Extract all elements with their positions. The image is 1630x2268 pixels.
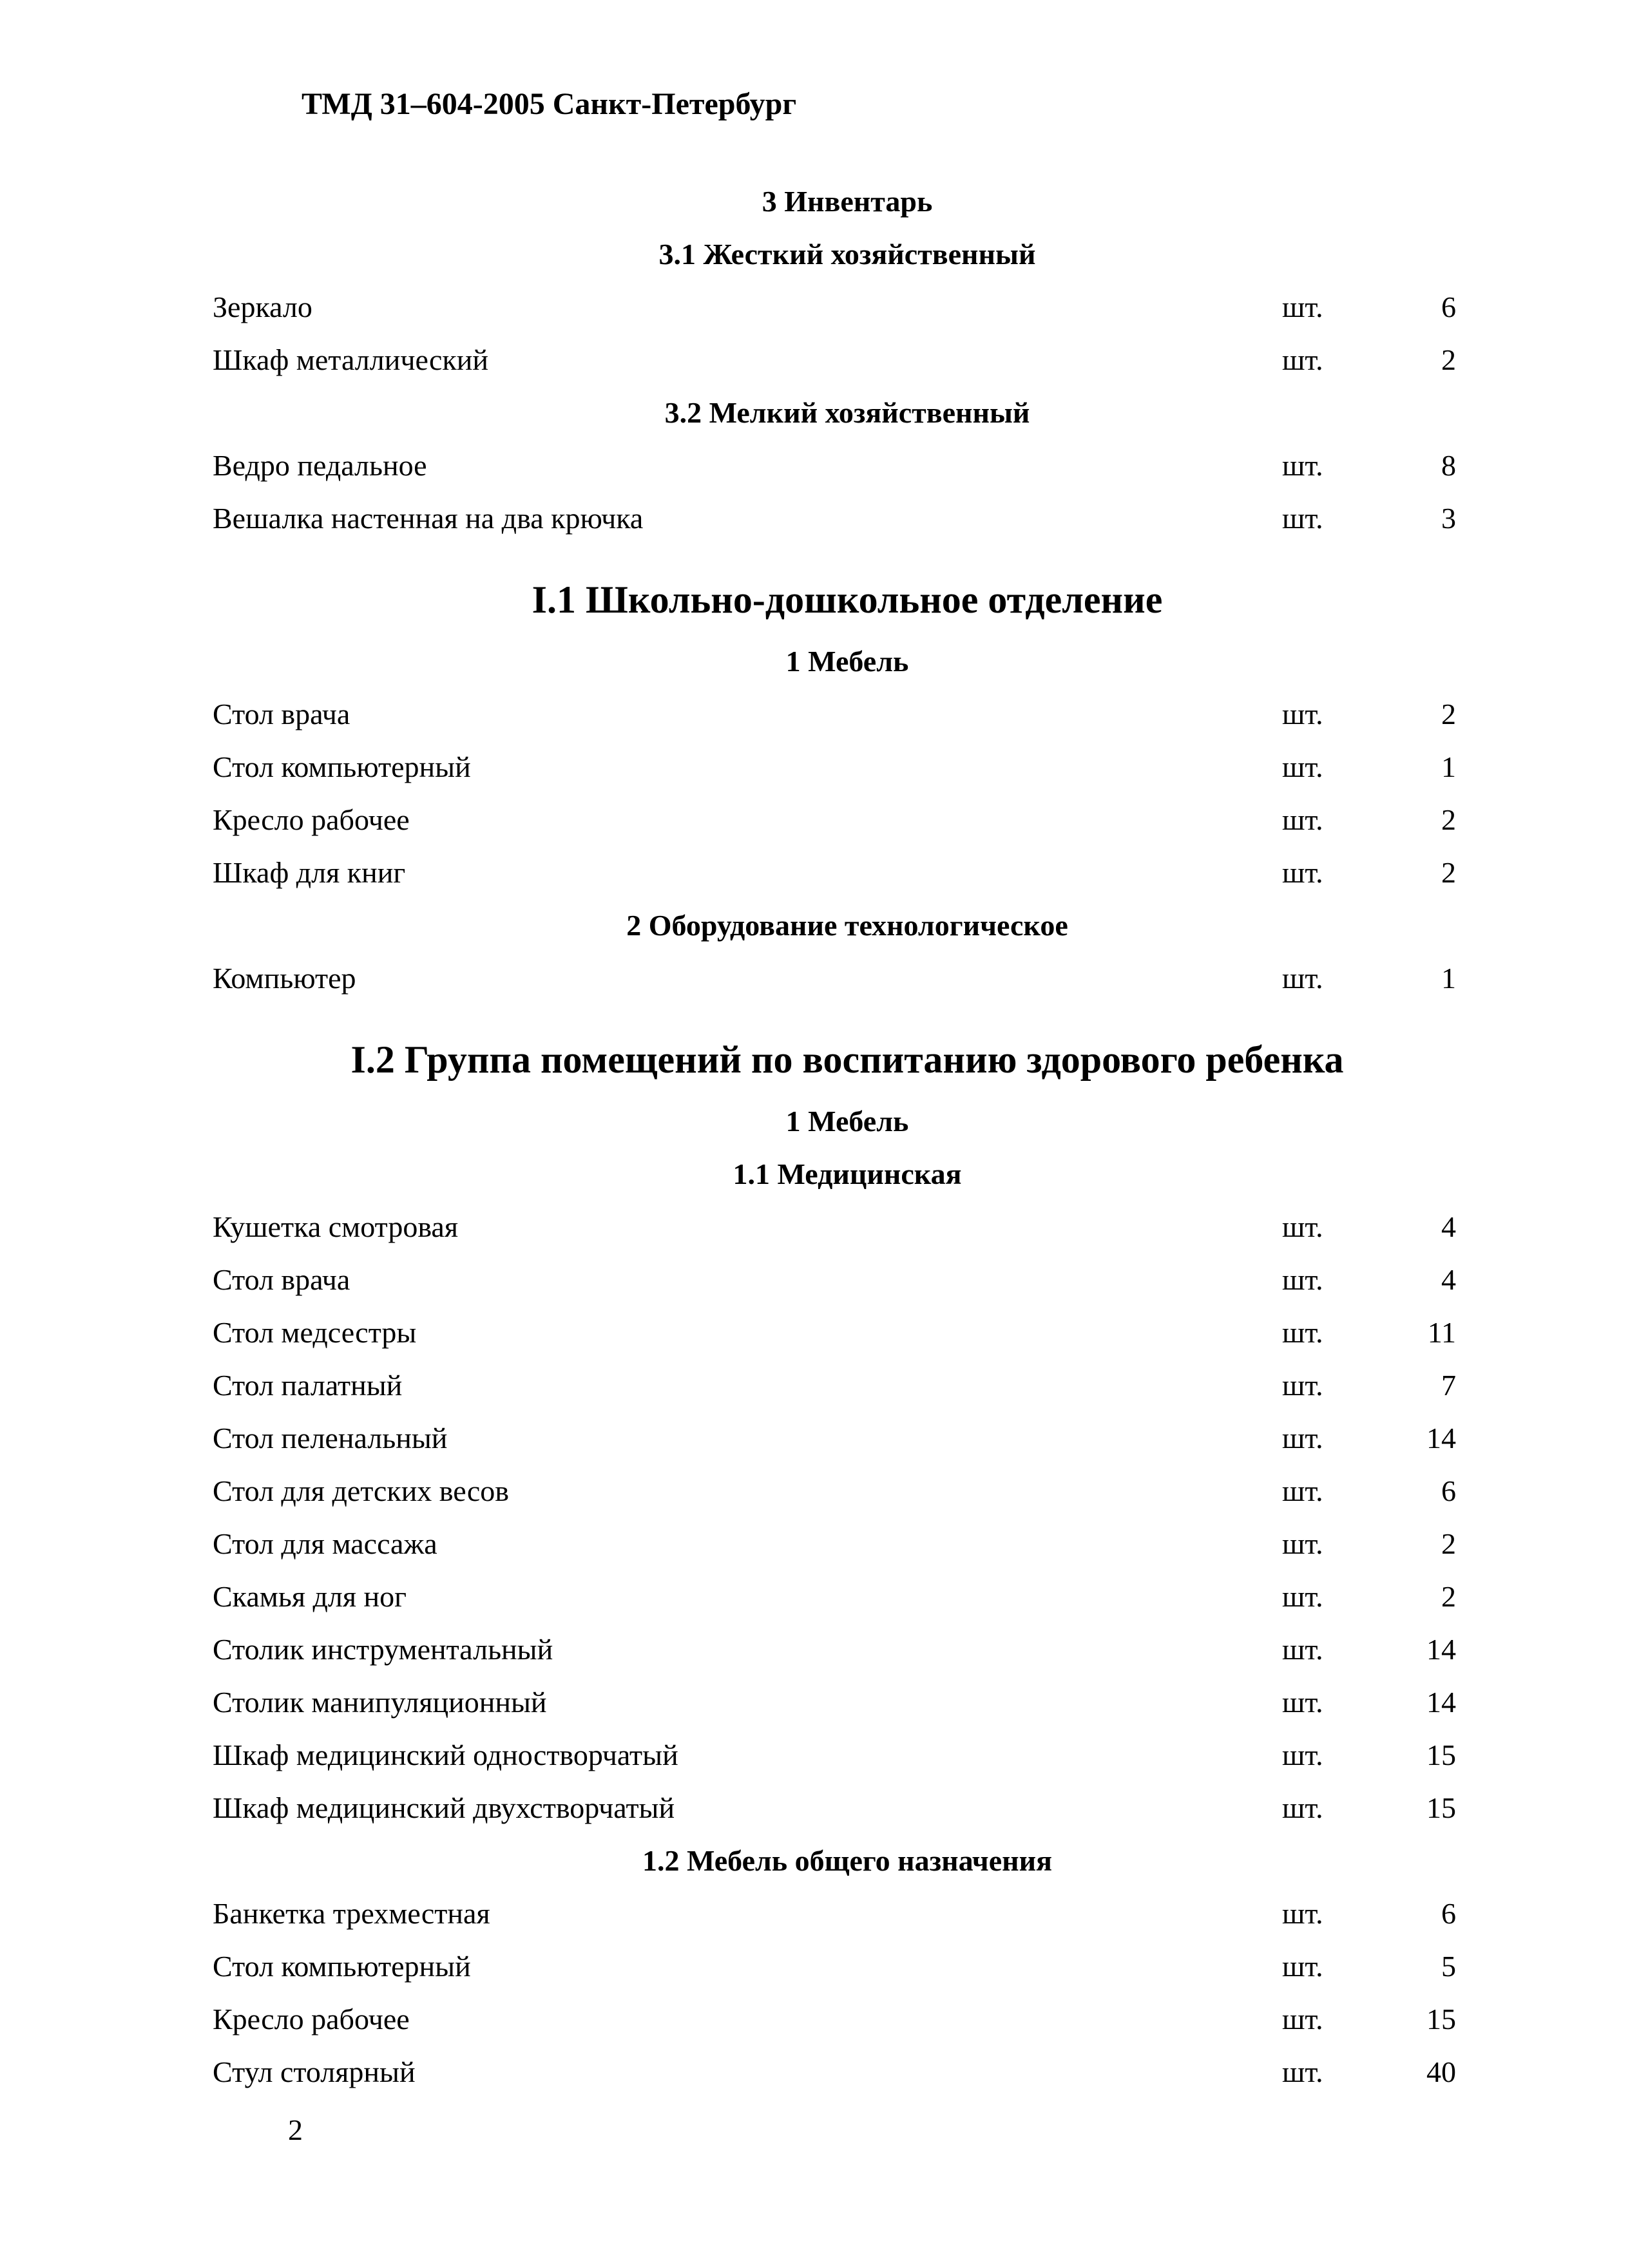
subsection-heading: 1 Мебель bbox=[785, 645, 909, 678]
item-unit: шт. bbox=[1282, 856, 1323, 889]
document-header: ТМД 31–604-2005 Санкт-Петербург bbox=[302, 87, 797, 121]
list-item bbox=[213, 688, 1482, 741]
subsection-heading: 1.2 Мебель общего назначения bbox=[642, 1844, 1053, 1877]
inventory-list bbox=[213, 175, 1482, 2099]
item-unit: шт. bbox=[1282, 1897, 1323, 1930]
subsection-heading: 3 Инвентарь bbox=[762, 185, 933, 218]
list-item bbox=[213, 2046, 1482, 2099]
list-item bbox=[213, 439, 1482, 492]
list-item bbox=[213, 846, 1482, 899]
list-item bbox=[213, 1623, 1482, 1676]
subsection-heading: 1 Мебель bbox=[785, 1105, 909, 1138]
section-heading: I.1 Школьно-дошкольное отделение bbox=[532, 578, 1163, 621]
item-unit: шт. bbox=[1282, 1739, 1323, 1771]
subsection-heading: 2 Оборудование технологическое bbox=[626, 909, 1068, 942]
list-item bbox=[213, 1201, 1482, 1253]
list-item bbox=[213, 1518, 1482, 1570]
item-unit: шт. bbox=[1282, 803, 1323, 836]
subsection-heading: 1.1 Медицинская bbox=[733, 1158, 962, 1190]
list-item bbox=[213, 1465, 1482, 1518]
item-quantity: 6 bbox=[1441, 291, 1456, 323]
item-name: Стол компьютерный bbox=[213, 1950, 471, 1983]
item-name: Стол пеленальный bbox=[213, 1422, 448, 1454]
item-name: Стол врача bbox=[213, 698, 350, 730]
list-item bbox=[213, 1412, 1482, 1465]
subsection-heading: 3.2 Мелкий хозяйственный bbox=[664, 396, 1030, 429]
item-quantity: 14 bbox=[1426, 1633, 1456, 1666]
item-unit: шт. bbox=[1282, 1316, 1323, 1349]
list-item bbox=[213, 741, 1482, 794]
item-name: Стол врача bbox=[213, 1263, 350, 1296]
item-unit: шт. bbox=[1282, 502, 1323, 535]
item-quantity: 5 bbox=[1441, 1950, 1456, 1983]
item-name: Скамья для ног bbox=[213, 1580, 407, 1613]
list-item bbox=[213, 1782, 1482, 1834]
list-item bbox=[213, 281, 1482, 334]
list-item bbox=[213, 1253, 1482, 1306]
item-unit: шт. bbox=[1282, 1474, 1323, 1507]
list-item bbox=[213, 1676, 1482, 1729]
item-quantity: 1 bbox=[1441, 750, 1456, 783]
list-item bbox=[213, 1359, 1482, 1412]
item-unit: шт. bbox=[1282, 1633, 1323, 1666]
page-number: 2 bbox=[288, 2113, 303, 2146]
list-item bbox=[213, 492, 1482, 545]
item-unit: шт. bbox=[1282, 698, 1323, 730]
item-quantity: 14 bbox=[1426, 1422, 1456, 1454]
item-quantity: 1 bbox=[1441, 962, 1456, 995]
list-item bbox=[213, 1729, 1482, 1782]
item-quantity: 15 bbox=[1426, 2003, 1456, 2035]
item-name: Шкаф медицинский одностворчатый bbox=[213, 1739, 678, 1771]
item-quantity: 2 bbox=[1441, 856, 1456, 889]
item-unit: шт. bbox=[1282, 1791, 1323, 1824]
item-quantity: 11 bbox=[1427, 1316, 1456, 1349]
item-quantity: 2 bbox=[1441, 1580, 1456, 1613]
section-heading: I.2 Группа помещений по воспитанию здорового ребенка bbox=[350, 1038, 1344, 1081]
item-name: Стол компьютерный bbox=[213, 750, 471, 783]
item-unit: шт. bbox=[1282, 1686, 1323, 1719]
item-name: Кушетка смотровая bbox=[213, 1210, 459, 1243]
item-name: Вешалка настенная на два крючка bbox=[213, 502, 644, 535]
item-quantity: 7 bbox=[1441, 1369, 1456, 1402]
item-quantity: 6 bbox=[1441, 1897, 1456, 1930]
item-quantity: 2 bbox=[1441, 803, 1456, 836]
item-name: Шкаф для книг bbox=[213, 856, 406, 889]
item-name: Кресло рабочее bbox=[213, 803, 410, 836]
item-unit: шт. bbox=[1282, 1422, 1323, 1454]
item-quantity: 2 bbox=[1441, 698, 1456, 730]
list-item bbox=[213, 1993, 1482, 2046]
item-name: Компьютер bbox=[213, 962, 356, 995]
item-name: Стул столярный bbox=[213, 2055, 416, 2088]
item-quantity: 40 bbox=[1426, 2055, 1456, 2088]
item-unit: шт. bbox=[1282, 1263, 1323, 1296]
item-unit: шт. bbox=[1282, 1527, 1323, 1560]
item-unit: шт. bbox=[1282, 449, 1323, 482]
item-name: Банкетка трехместная bbox=[213, 1897, 490, 1930]
item-unit: шт. bbox=[1282, 291, 1323, 323]
list-item bbox=[213, 1940, 1482, 1993]
item-unit: шт. bbox=[1282, 2003, 1323, 2035]
item-unit: шт. bbox=[1282, 750, 1323, 783]
item-quantity: 3 bbox=[1441, 502, 1456, 535]
item-unit: шт. bbox=[1282, 1210, 1323, 1243]
list-item bbox=[213, 794, 1482, 846]
item-quantity: 2 bbox=[1441, 343, 1456, 376]
item-name: Ведро педальное bbox=[213, 449, 427, 482]
item-name: Шкаф медицинский двухстворчатый bbox=[213, 1791, 675, 1824]
item-name: Столик манипуляционный bbox=[213, 1686, 547, 1719]
item-name: Шкаф металлический bbox=[213, 343, 489, 376]
list-item bbox=[213, 1306, 1482, 1359]
list-item bbox=[213, 1887, 1482, 1940]
item-unit: шт. bbox=[1282, 1580, 1323, 1613]
item-quantity: 14 bbox=[1426, 1686, 1456, 1719]
list-item bbox=[213, 1570, 1482, 1623]
item-quantity: 4 bbox=[1441, 1263, 1456, 1296]
item-quantity: 4 bbox=[1441, 1210, 1456, 1243]
item-name: Стол для массажа bbox=[213, 1527, 437, 1560]
item-name: Кресло рабочее bbox=[213, 2003, 410, 2035]
item-unit: шт. bbox=[1282, 343, 1323, 376]
item-unit: шт. bbox=[1282, 1950, 1323, 1983]
item-quantity: 15 bbox=[1426, 1739, 1456, 1771]
item-name: Стол палатный bbox=[213, 1369, 403, 1402]
item-name: Стол для детских весов bbox=[213, 1474, 509, 1507]
subsection-heading: 3.1 Жесткий хозяйственный bbox=[658, 238, 1036, 271]
item-quantity: 2 bbox=[1441, 1527, 1456, 1560]
list-item bbox=[213, 334, 1482, 386]
item-quantity: 15 bbox=[1426, 1791, 1456, 1824]
item-name: Зеркало bbox=[213, 291, 312, 323]
item-name: Столик инструментальный bbox=[213, 1633, 553, 1666]
list-item bbox=[213, 952, 1482, 1005]
item-unit: шт. bbox=[1282, 1369, 1323, 1402]
item-unit: шт. bbox=[1282, 962, 1323, 995]
item-quantity: 6 bbox=[1441, 1474, 1456, 1507]
item-name: Стол медсестры bbox=[213, 1316, 417, 1349]
item-unit: шт. bbox=[1282, 2055, 1323, 2088]
item-quantity: 8 bbox=[1441, 449, 1456, 482]
